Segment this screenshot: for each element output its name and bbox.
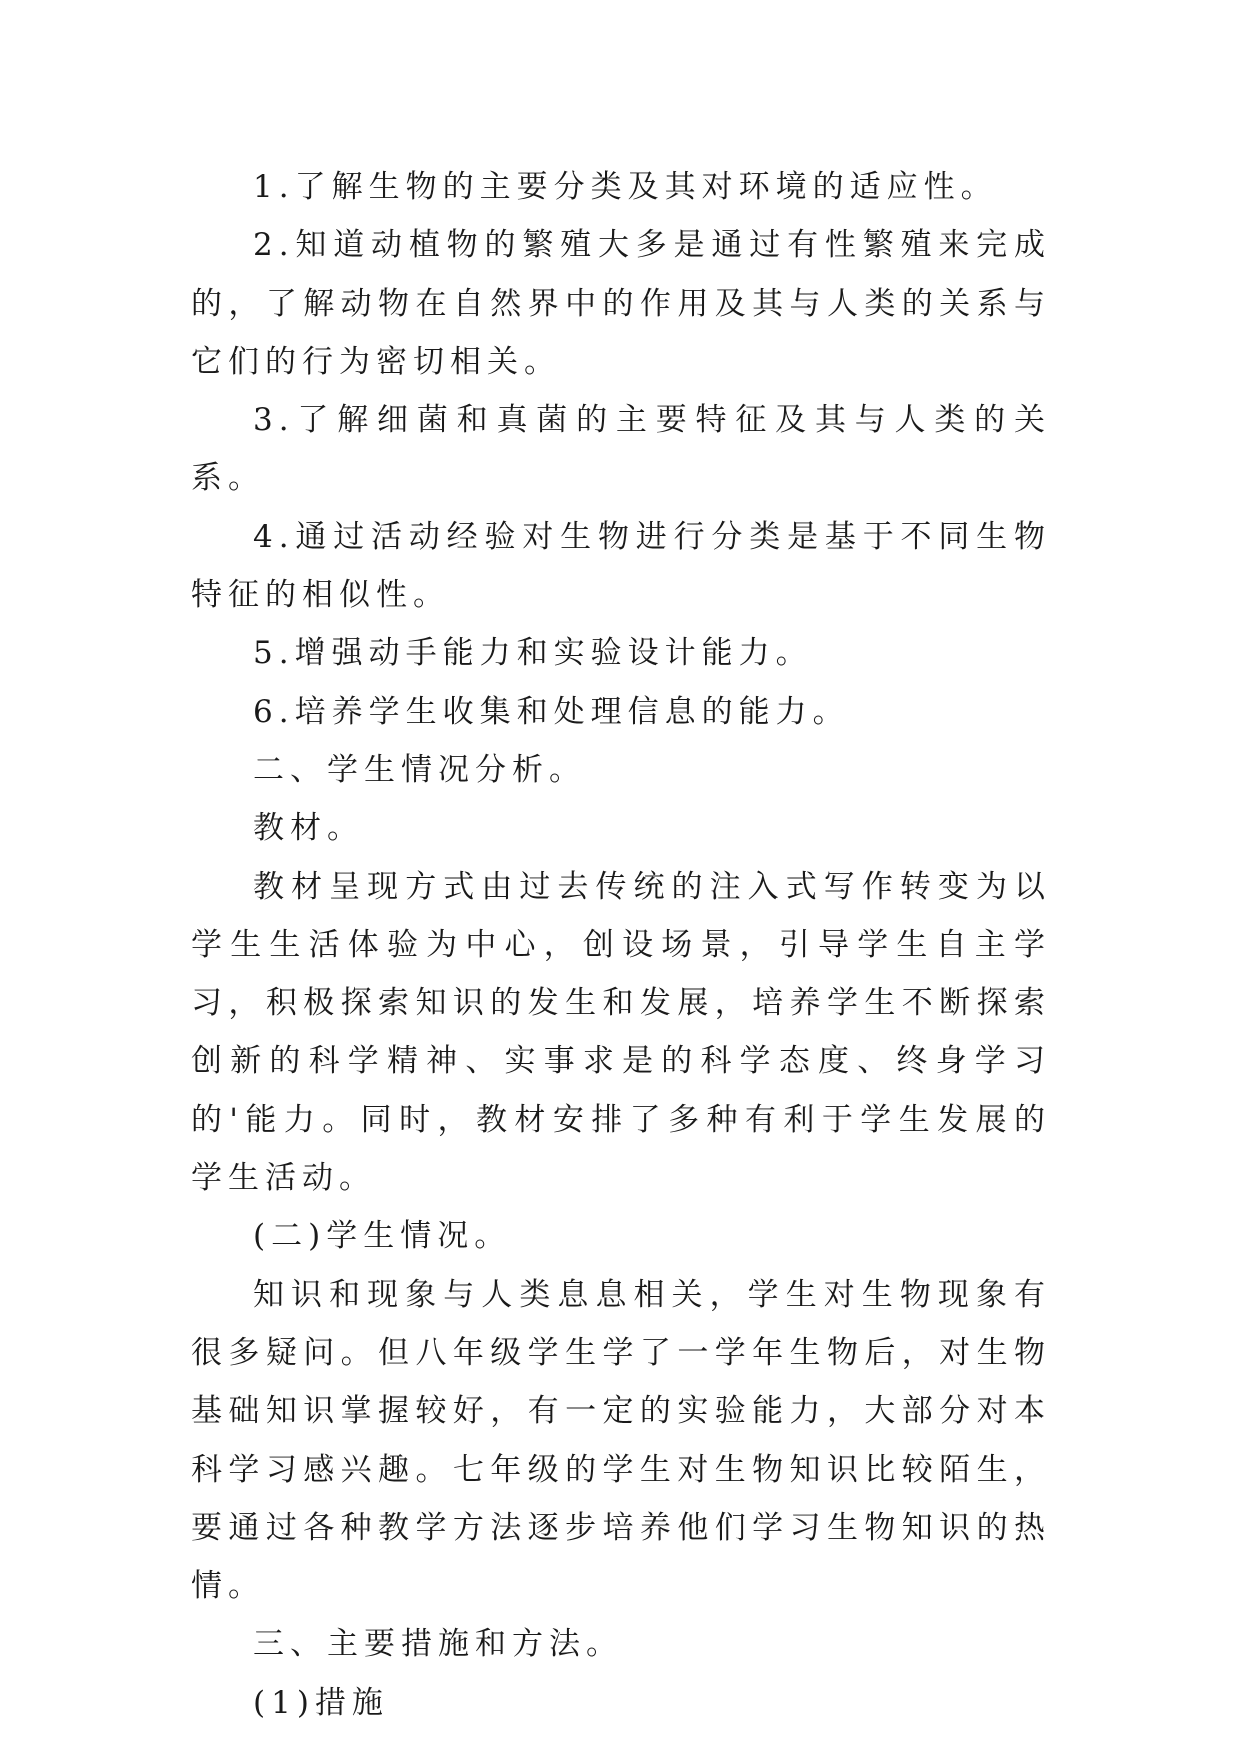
document-body	[191, 158, 1051, 1732]
objective-3: 3.了解细菌和真菌的主要特征及其与人类的关系。	[191, 402, 1051, 497]
subheading-student-situation: (二)学生情况。	[253, 1218, 512, 1255]
section-heading-3: 三、主要措施和方法。	[253, 1626, 623, 1663]
student-situation-description: 知识和现象与人类息息相关，学生对生物现象有很多疑问。但八年级学生学了一学年生物后，对生物基础知识掌握较好，有一定的实验能力，大部分对本科学习感兴趣。七年级的学生对生物知识比较陌生，要通过各种教学方法逐步培养他们学习生物知识的热情。	[191, 1276, 1051, 1605]
objective-5: 5.增强动手能力和实验设计能力。	[253, 635, 813, 672]
subheading-textbook: 教材。	[253, 810, 364, 847]
objective-1: 1.了解生物的主要分类及其对环境的适应性。	[253, 169, 998, 205]
textbook-description: 教材呈现方式由过去传统的注入式写作转变为以学生生活体验为中心，创设场景，引导学生自主学习，积极探索知识的发生和发展，培养学生不断探索创新的科学精神、实事求是的科学态度、终身学习的'能力。同时，教材安排了多种有利于学生发展的学生活动。	[191, 868, 1051, 1197]
subheading-measures: (1)措施	[253, 1684, 389, 1721]
section-heading-2: 二、学生情况分析。	[253, 751, 586, 788]
objective-2: 2.知道动植物的繁殖大多是通过有性繁殖来完成的，了解动物在自然界中的作用及其与人类的关系与它们的行为密切相关。	[191, 227, 1051, 380]
objective-6: 6.培养学生收集和处理信息的能力。	[253, 693, 850, 730]
objective-4: 4.通过活动经验对生物进行分类是基于不同生物特征的相似性。	[191, 518, 1051, 614]
